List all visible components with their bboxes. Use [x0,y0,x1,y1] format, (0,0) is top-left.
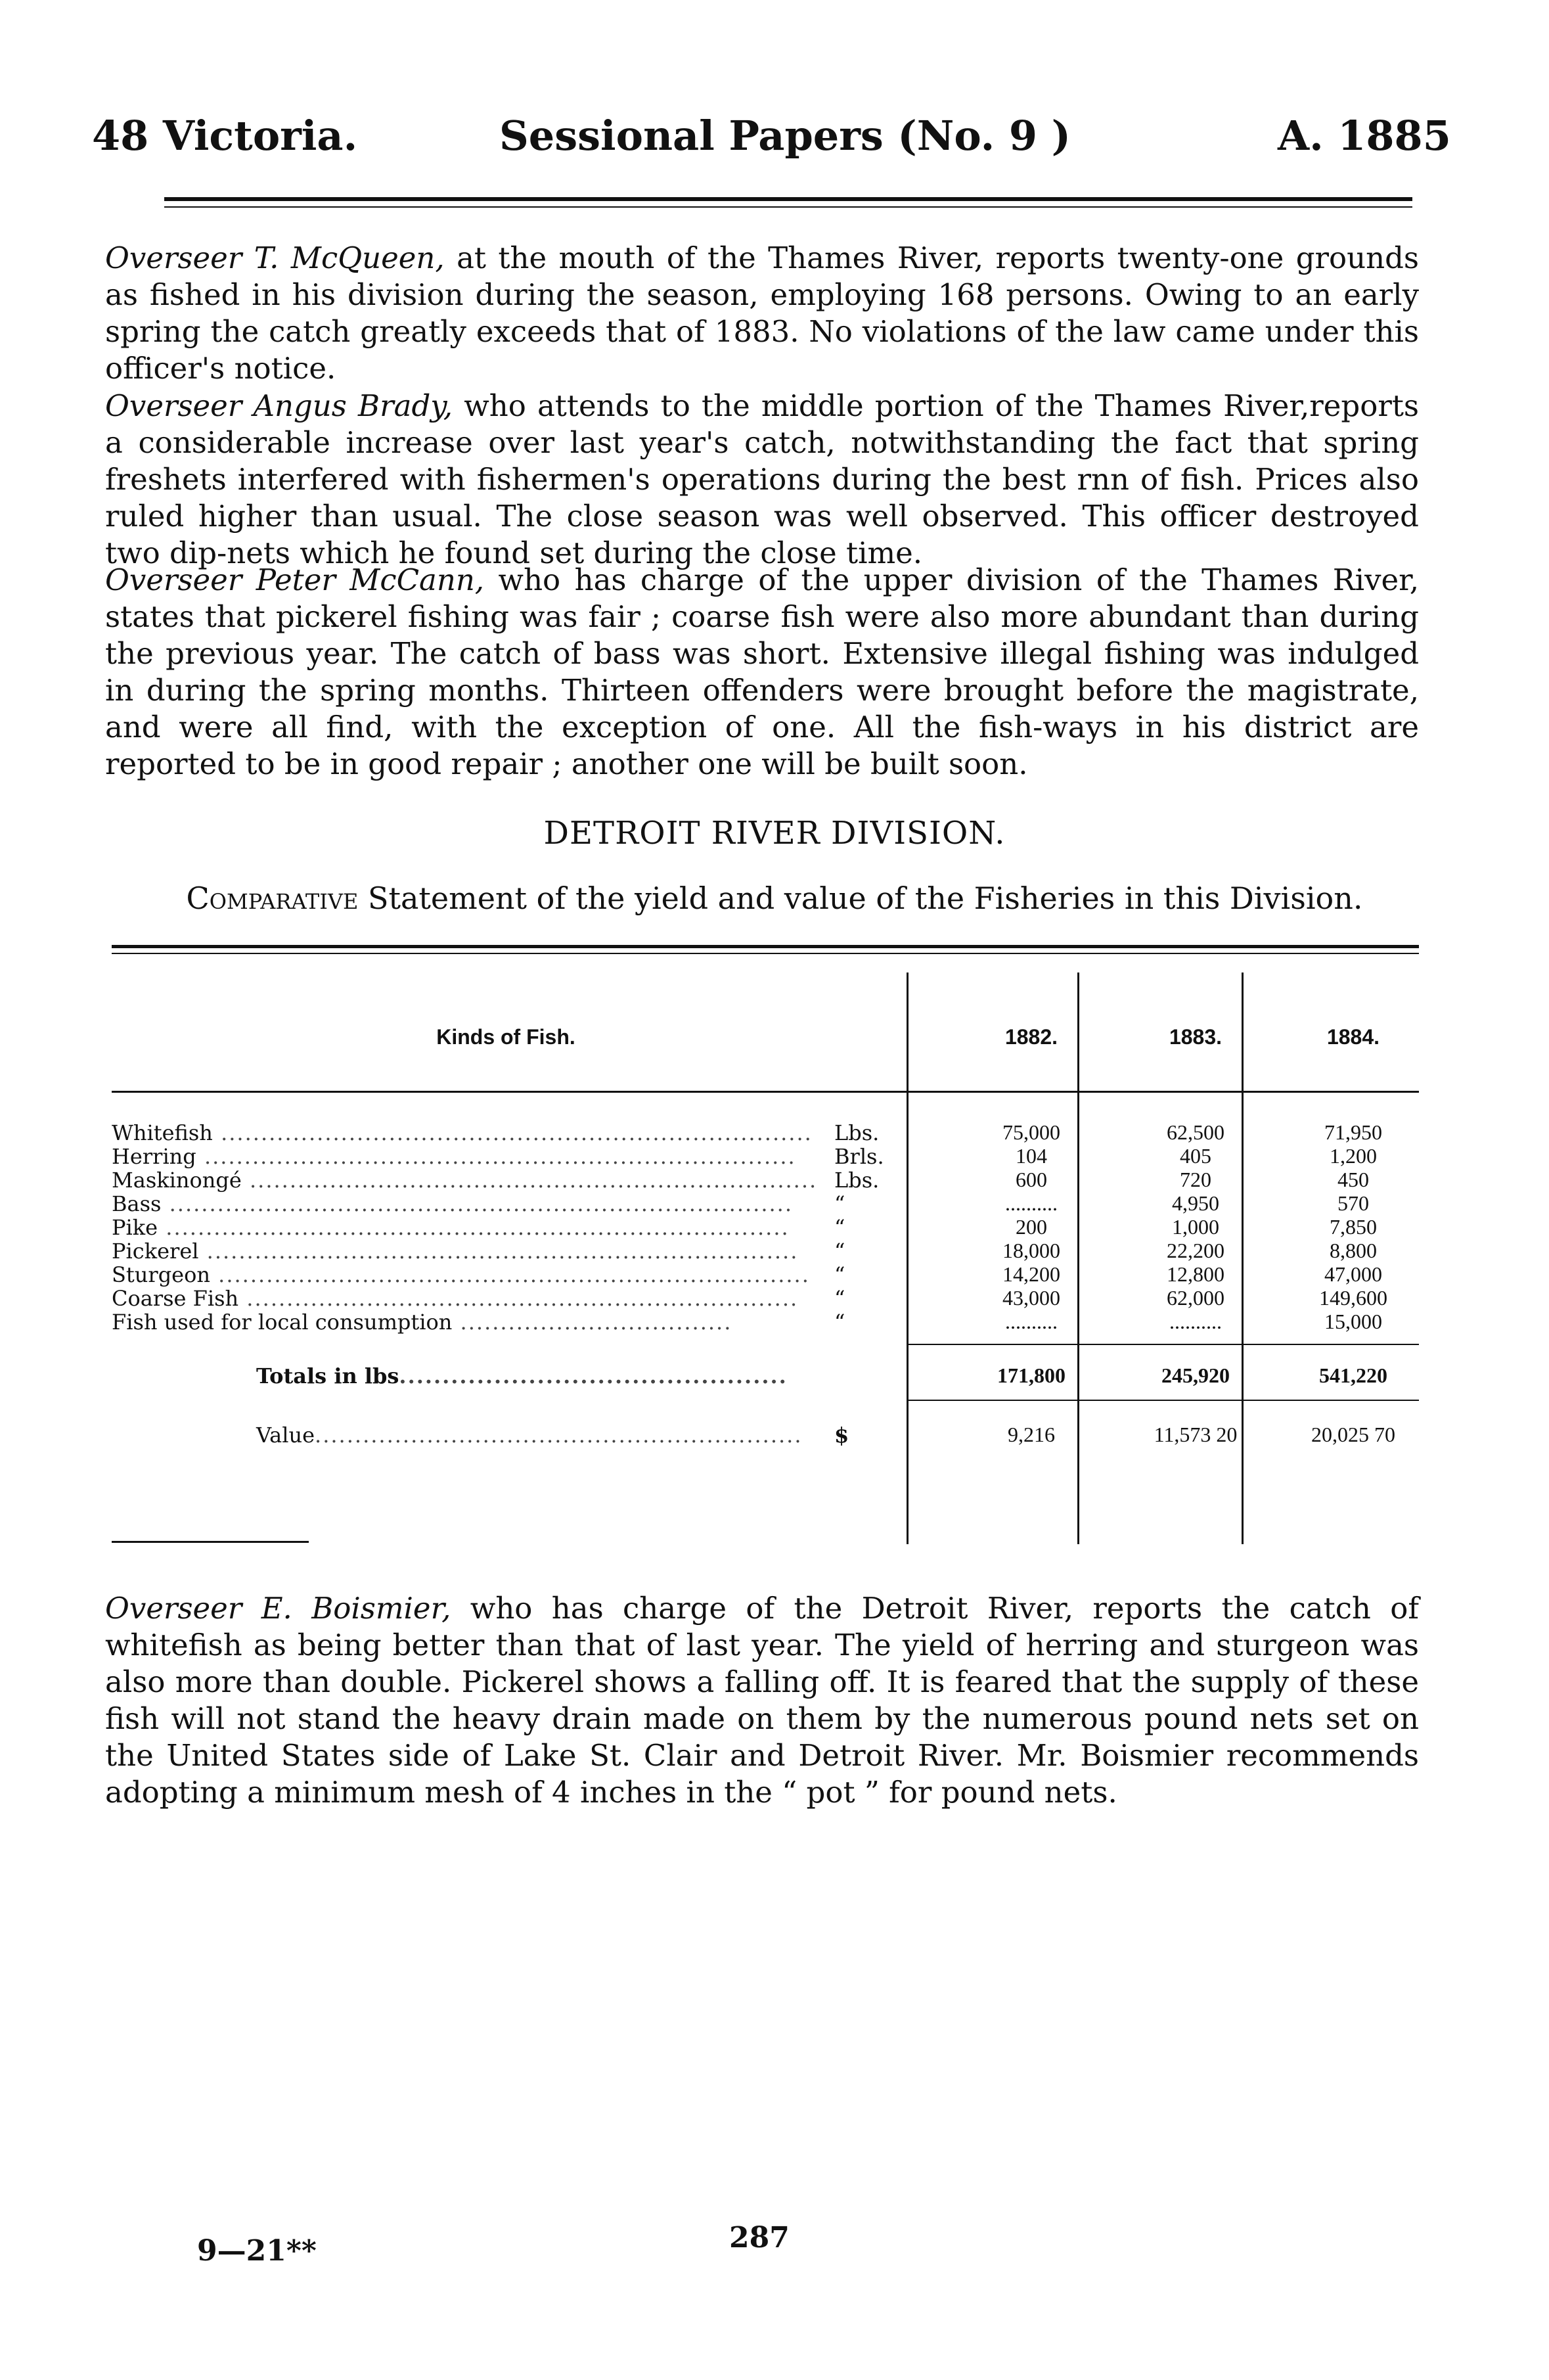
paragraph-text: who attends to the middle portion of the Thames River,reports a considerable increase over last year's catch, notwithstanding the fact that spring freshets interfered with fishermen's operations during the best rnn of fish. Prices also ruled higher than usual. The close season was well observed. This officer destroyed two dip-nets which he found set during the close time. [105,388,1420,570]
table-row [112,1310,1419,1333]
page-number: 287 [729,2221,790,2254]
table-top-rule [112,945,1419,948]
header-kinds-of-fish: Kinds of Fish. [436,1025,575,1049]
header-1884: 1884. [1326,1025,1380,1049]
overseer-name: Overseer E. Boismier, [105,1591,451,1626]
value-1882: 14,200 [1002,1262,1060,1286]
value-1884: 47,000 [1324,1262,1382,1286]
unit: “ [834,1191,845,1216]
value-label: Value............................................................. [256,1423,803,1448]
value-1883: 405 [1180,1144,1211,1168]
fish-name: Pike .............................................................................. [112,1215,790,1240]
header-1883: 1883. [1169,1025,1223,1049]
value-1882: 200 [1016,1215,1047,1239]
total-1882: 171,800 [997,1363,1066,1387]
header-rule [164,197,1412,201]
caption-rest: Statement of the yield and value of the Fisheries in this Division. [358,881,1363,916]
fish-name: Maskinongé ....................................................................... [112,1168,818,1193]
value-1884: 570 [1337,1191,1369,1215]
value-1884: 8,800 [1330,1239,1377,1262]
header-volume: 48 Victoria. [92,112,358,160]
value-1883: .......... [1169,1310,1222,1333]
total-1883: 245,920 [1161,1363,1230,1387]
value-1882: .......... [1005,1310,1058,1333]
paragraph-mccann [105,562,1419,783]
header-rule [112,1091,1419,1093]
value-1884: 20,025 70 [1311,1423,1395,1446]
table-row [112,1286,1419,1310]
value-1883: 62,000 [1167,1286,1224,1310]
unit: “ [834,1310,845,1335]
table-row [112,1262,1419,1286]
value-1883: 1,000 [1172,1215,1219,1239]
value-1883: 12,800 [1167,1262,1224,1286]
value-1883: 22,200 [1167,1239,1224,1262]
paragraph-text: at the mouth of the Thames River, reports twenty-one grounds as fished in his division during the season, employing 168 persons. Owing to an early spring the catch greatly exceeds that of 1883. No violations of the law came under this officer's notice. [105,240,1419,386]
value-1882: 104 [1016,1144,1047,1168]
unit: “ [834,1215,845,1240]
value-unit: $ [834,1423,849,1448]
footer-signature: 9—21** [197,2234,317,2268]
fish-name: Fish used for local consumption .................................. [112,1310,732,1335]
value-1883: 4,950 [1172,1191,1219,1215]
table-row [112,1239,1419,1262]
table-row [112,1191,1419,1215]
value-1884: 149,600 [1319,1286,1387,1310]
value-rule [907,1400,1419,1401]
unit: Lbs. [834,1168,880,1193]
value-1883: 720 [1180,1168,1211,1191]
fish-name: Herring .......................................................................... [112,1144,796,1169]
table-top-rule-thin [112,953,1419,954]
value-1884: 450 [1337,1168,1369,1191]
header-1882: 1882. [1004,1025,1058,1049]
value-1883: 62,500 [1167,1120,1224,1144]
unit: “ [834,1239,845,1264]
fish-name: Coarse Fish ..................................................................... [112,1286,799,1311]
table-row [112,1120,1419,1144]
value-1882: 18,000 [1002,1239,1060,1262]
division-title: DETROIT RIVER DIVISION. [543,815,1006,852]
table-row [112,1144,1419,1168]
value-1883: 11,573 20 [1154,1423,1238,1446]
paragraph-boismier [105,1590,1419,1811]
value-row [112,1423,1419,1446]
table-row [112,1215,1419,1239]
total-1884: 541,220 [1319,1363,1387,1387]
totals-label: Totals in lbs............................................. [256,1363,788,1388]
totals-row [112,1363,1419,1387]
value-1882: 9,216 [1008,1423,1055,1446]
header-title: Sessional Papers (No. 9 ) [499,112,1071,160]
fish-name: Pickerel .......................................................................... [112,1239,799,1264]
value-1884: 15,000 [1324,1310,1382,1333]
unit: Brls. [834,1144,884,1169]
unit: “ [834,1262,845,1287]
fish-name: Whitefish .......................................................................... [112,1120,813,1145]
caption-lead: Comparative [186,881,359,916]
table-caption [0,881,1549,916]
paragraph-text: who has charge of the Detroit River, reports the catch of whitefish as being better than that of last year. The yield of herring and sturgeon was also more than double. Pickerel shows a falling off. It is feared that the supply of these fish will not stand the heavy drain made on them by the numerous pound nets set on the United States side of Lake St. Clair and Detroit River. Mr. Boismier recommends adopting a minimum mesh of 4 inches in the “ pot ” for pound nets. [105,1591,1419,1810]
table-end-rule [112,1541,309,1543]
overseer-name: Overseer Peter McCann, [105,562,485,597]
fish-name: Sturgeon .......................................................................... [112,1262,810,1287]
paragraph-mcqueen [105,240,1419,387]
page-header [0,112,1549,164]
unit: “ [834,1286,845,1311]
header-rule-thin [164,206,1412,208]
paragraph-brady [105,388,1419,572]
totals-rule [907,1344,1419,1345]
table-row [112,1168,1419,1191]
value-1884: 71,950 [1324,1120,1382,1144]
value-1882: 600 [1016,1168,1047,1191]
header-year: A. 1885 [1278,112,1451,160]
value-1882: 75,000 [1002,1120,1060,1144]
unit: Lbs. [834,1120,880,1145]
fish-name: Bass .............................................................................. [112,1191,794,1216]
overseer-name: Overseer Angus Brady, [105,388,453,423]
value-1884: 1,200 [1330,1144,1377,1168]
overseer-name: Overseer T. McQueen, [105,240,445,275]
value-1882: .......... [1005,1191,1058,1215]
value-1884: 7,850 [1330,1215,1377,1239]
value-1882: 43,000 [1002,1286,1060,1310]
paragraph-text: who has charge of the upper division of the Thames River, states that pickerel fishing was fair ; coarse fish were also more abundant than during the previous year. The catch of bass was short. Extensive illegal fishing was indulged in during the spring months. Thirteen offenders were brought before the magistrate, and were all find, with the exception of one. All the fish-ways in his district are reported to be in good repair ; another one will be built soon. [105,562,1419,781]
